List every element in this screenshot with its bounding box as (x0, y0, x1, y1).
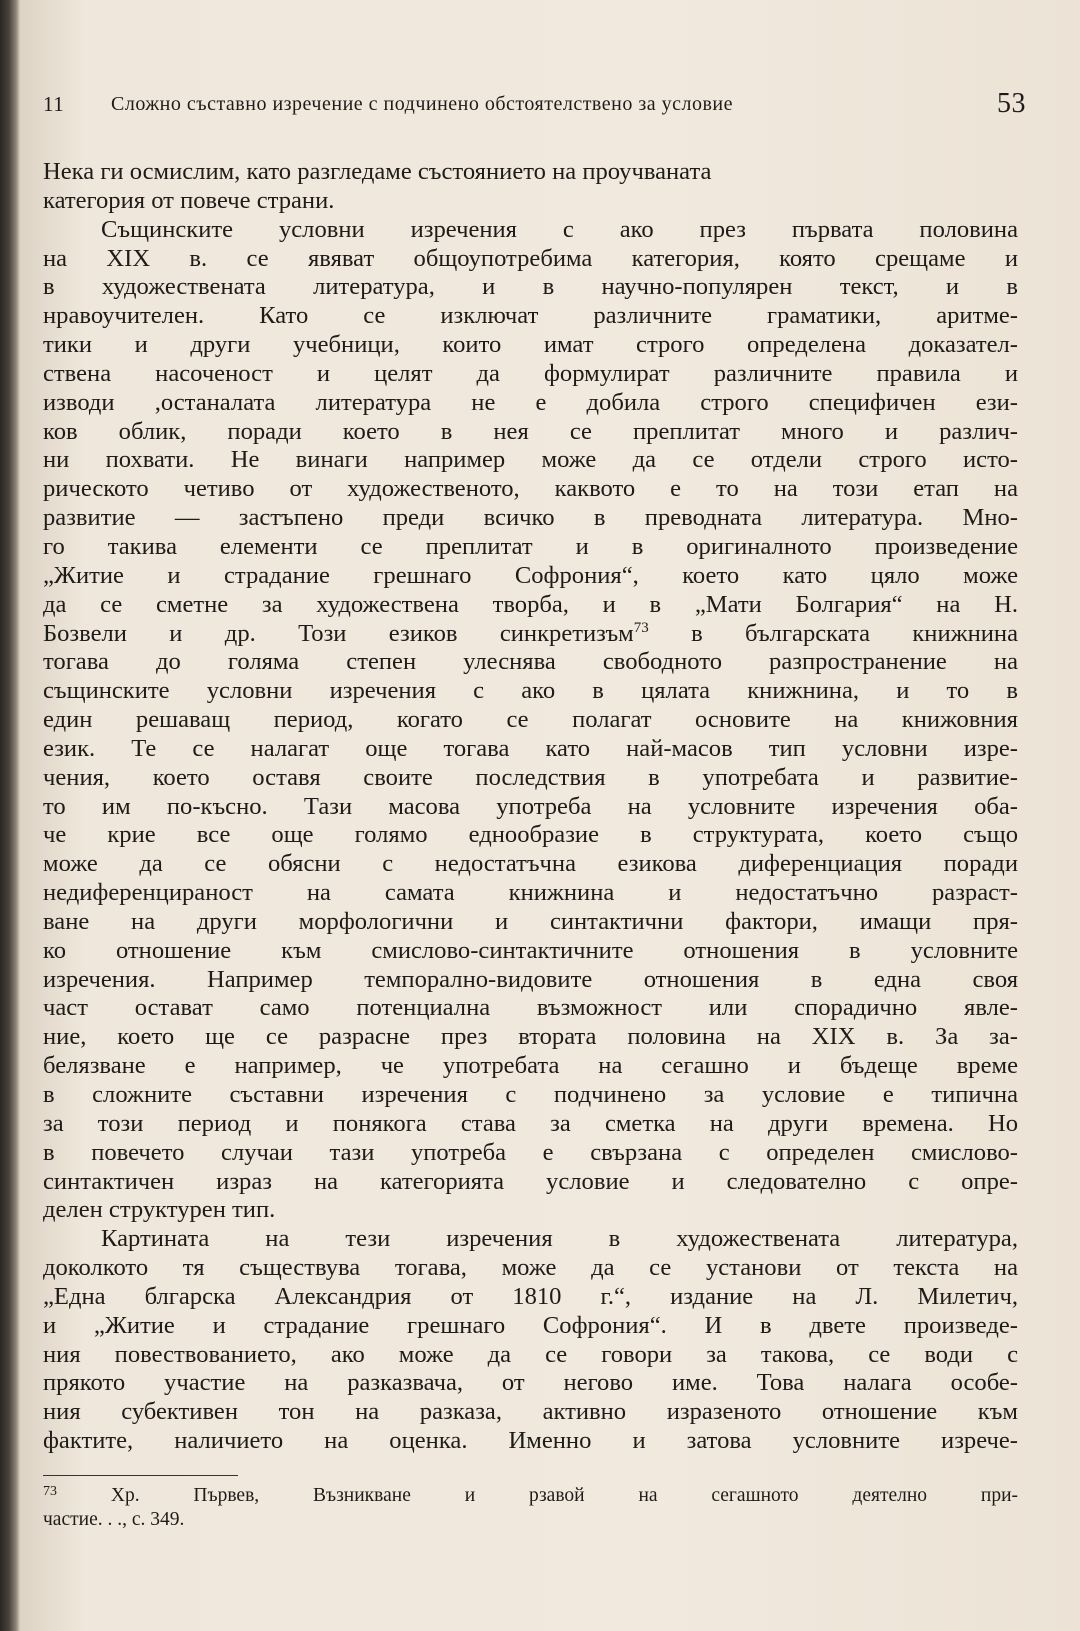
text-line: го такива елементи се преплитат и в оригиналното произведение (43, 532, 1018, 560)
text-line: тогава до голяма степен улеснява свободното разпространение на (43, 648, 1018, 676)
text-line: изречения. Например темпорално-видовите отношения в една своя (43, 965, 1018, 993)
text-line: синтактичен израз на категорията условие и следователно с опре- (43, 1167, 1018, 1195)
text-segment: Бозвели и др. Този езиков синкретизъм (43, 619, 634, 647)
book-spine (0, 0, 20, 1631)
text-line: нравоучителен. Като се изключат различните граматики, аритме- (43, 302, 1018, 330)
text-line: ствена насоченост и целят да формулират различните правила и (43, 359, 1018, 387)
text-line: ния субективен тон на разказа, активно изразеното отношение към (43, 1398, 1018, 1426)
text-line: същинските условни изречения с ако в цялата книжнина, и то в (43, 677, 1018, 705)
footnote (43, 1484, 1018, 1532)
text-line: прякото участие на разказвача, от негово име. Това налага особе- (43, 1369, 1018, 1397)
text-line: доколкото тя съществува тогава, може да се установи от текста на (43, 1254, 1018, 1282)
footnote-line: частие. . ., с. 349. (43, 1509, 185, 1530)
text-line: част остават само потенциална възможност или спорадично явле- (43, 994, 1018, 1022)
text-segment: в българската книжнина (648, 619, 1018, 647)
text-line: фактите, наличието на оценка. Именно и затова условните изрече- (43, 1427, 1018, 1455)
text-line: рическото четиво от художественото, каквото е то на този етап на (43, 475, 1018, 503)
text-line: и „Житие и страдание грешнаго Софрония“. И в двете произведе- (43, 1311, 1018, 1339)
text-line (43, 620, 1018, 649)
text-line: тики и други учебници, които имат строго определена доказател- (43, 331, 1018, 359)
text-line: Картината на тези изречения в художествената литература, (101, 1225, 1018, 1253)
text-line: чения, което оставя своите последствия в употребата и развитие- (43, 763, 1018, 791)
text-line: недиференцираност на самата книжнина и недостатъчно разраст- (43, 879, 1018, 907)
text-line: Нека ги осмислим, като разгледаме състоянието на проучваната (43, 158, 712, 185)
text-line: ние, което ще се разрасне през втората половина на XIX в. За за- (43, 1023, 1018, 1051)
text-line: ване на други морфологични и синтактични фактори, имащи пря- (43, 907, 1018, 935)
text-line: ков облик, поради което в нея се преплитат много и различ- (43, 417, 1018, 445)
chapter-number: 11 (43, 92, 65, 116)
text-line: ко отношение към смислово-синтактичните отношения в условните (43, 936, 1018, 964)
text-line: развитие — застъпено преди всичко в преводната литература. Мно- (43, 504, 1018, 532)
body-text (43, 158, 1018, 1456)
running-header (43, 88, 1026, 128)
text-line: на XIX в. се явяват общоупотребима категория, която срещаме и (43, 244, 1018, 272)
text-line: може да се обясни с недостатъчна езикова диференциация поради (43, 850, 1018, 878)
text-line: че крие все още голямо еднообразие в структурата, което също (43, 821, 1018, 849)
text-line: в повечето случаи тази употреба е свързана с определен смислово- (43, 1138, 1018, 1166)
footnote-ref[interactable]: 73 (633, 619, 649, 636)
page-number: 53 (997, 88, 1026, 119)
footnote-separator (43, 1475, 238, 1476)
text-line: ни похвати. Не винаги например може да се отдели строго исто- (43, 446, 1018, 474)
text-line: „Житие и страдание грешнаго Софрония“, което като цяло може (43, 561, 1018, 589)
text-line: Същинските условни изречения с ако през първата половина (101, 215, 1018, 243)
text-line: в сложните съставни изречения с подчинено за условие е типична (43, 1081, 1018, 1108)
text-line: език. Те се налагат още тогава като най-масов тип условни изре- (43, 734, 1018, 762)
text-line: в художествената литература, и в научно-популярен текст, и в (43, 273, 1018, 301)
text-line: белязване е например, че употребата на сегашно и бъдеще време (43, 1052, 1018, 1080)
text-line: делен структурен тип. (43, 1196, 276, 1224)
footnote-number: 73 (43, 1484, 57, 1499)
text-line: един решаващ период, когато се полагат основите на книжовния (43, 706, 1018, 734)
text-line: „Една блгарска Александрия от 1810 г.“, издание на Л. Милетич, (43, 1282, 1018, 1310)
chapter-title: Сложно съставно изречение с подчинено обстоятелствено за условие (111, 93, 733, 115)
footnote-line (43, 1484, 1018, 1508)
text-line: категория от повече страни. (43, 186, 335, 214)
text-line: да се сметне за художествена творба, и в „Мати Болгария“ на Н. (43, 590, 1018, 618)
text-line: ния повествованието, ако може да се говори за такова, се води с (43, 1340, 1018, 1368)
footnote-text: Хр. Първев, Възникване и рзавой на сегашното деятелно при- (110, 1485, 1018, 1506)
text-line: изводи ,останалата литература не е добила строго специфичен ези- (43, 388, 1018, 416)
text-line: то им по-късно. Тази масова употреба на условните изречения оба- (43, 792, 1018, 820)
text-line: за този период и понякога става за сметка на други времена. Но (43, 1109, 1018, 1137)
